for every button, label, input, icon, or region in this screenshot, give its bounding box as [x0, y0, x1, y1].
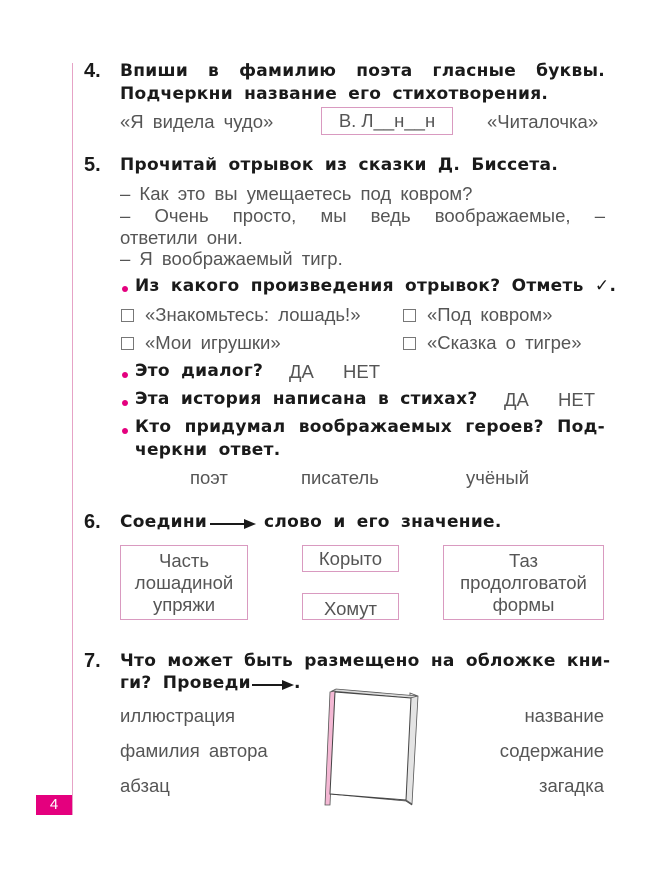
task4-instruction-line2: Подчеркни название его стихотворения. — [120, 84, 549, 104]
checkbox-pod-kovrom[interactable] — [403, 309, 416, 322]
word-koryto: Корыто — [318, 548, 383, 569]
task7-question-line1: Что может быть размещено на обложке кни- — [120, 651, 611, 671]
option-znakomtes-loshad: «Знакомьтесь: лошадь!» — [145, 304, 361, 325]
task6-title-part1: Соедини — [120, 512, 208, 532]
task4-number: 4. — [84, 60, 101, 82]
checkbox-znakomtes-loshad[interactable] — [121, 309, 134, 322]
answer-pisatel[interactable]: писатель — [301, 467, 379, 488]
answer-uchenyi[interactable]: учёный — [466, 467, 530, 488]
word-khomut: Хомут — [323, 598, 378, 619]
cover-item-contents[interactable]: содержание — [499, 740, 604, 761]
q1-question: Из какого произведения отрывок? Отметь ✓. — [135, 276, 617, 296]
task4-option-chitalochka[interactable]: «Читалочка» — [487, 111, 599, 132]
bullet-icon — [122, 428, 128, 434]
q3-question: Эта история написана в стихах? — [135, 389, 478, 409]
answer-poet[interactable]: поэт — [190, 467, 228, 488]
checkbox-skazka-o-tigre[interactable] — [403, 337, 416, 350]
book-icon — [322, 688, 422, 810]
q4-question-line1: Кто придумал воображаемых героев? Под- — [135, 417, 605, 437]
task5-number: 5. — [84, 154, 101, 176]
word-box-khomut[interactable] — [302, 593, 399, 620]
meaning-box-oblong-basin[interactable] — [443, 545, 604, 620]
word-box-koryto[interactable] — [302, 545, 399, 572]
task6-title-part2: слово и его значение. — [264, 512, 502, 532]
task6-number: 6. — [84, 511, 101, 533]
excerpt-line-4: – Я воображаемый тигр. — [120, 248, 343, 269]
q3-answer-yes[interactable]: ДА — [504, 389, 529, 410]
bullet-icon — [122, 400, 128, 406]
task4-instruction-line1: Впиши в фамилию поэта гласные буквы. — [120, 61, 605, 81]
task7-question-line2: ги? Проведи — [120, 673, 251, 693]
q3-answer-no[interactable]: НЕТ — [558, 389, 595, 410]
cover-item-riddle[interactable]: загадка — [539, 775, 604, 796]
q4-question-line2: черкни ответ. — [135, 440, 281, 460]
option-moi-igrushki: «Мои игрушки» — [145, 332, 281, 353]
excerpt-line-2: – Очень просто, мы ведь воображаемые, – — [120, 205, 605, 226]
cover-item-author-name[interactable]: фамилия автора — [120, 740, 268, 761]
cover-item-illustration[interactable]: иллюстрация — [120, 705, 236, 726]
excerpt-line-1: – Как это вы умещаетесь под ковром? — [120, 183, 473, 204]
q2-question: Это диалог? — [135, 361, 264, 381]
checkbox-moi-igrushki[interactable] — [121, 337, 134, 350]
meaning-line: Часть — [159, 550, 209, 571]
task4-option-ya-videla-chudo[interactable]: «Я видела чудо» — [120, 111, 274, 132]
meaning-line: Таз — [508, 550, 539, 571]
meaning-box-horse-harness[interactable] — [120, 545, 248, 620]
option-pod-kovrom: «Под ковром» — [427, 304, 553, 325]
task7-number: 7. — [84, 650, 101, 672]
task4-poet-name-box[interactable] — [321, 107, 453, 135]
arrow-right-icon — [252, 679, 294, 691]
option-skazka-o-tigre: «Сказка о тигре» — [427, 332, 582, 353]
excerpt-line-3: ответили они. — [120, 227, 243, 248]
meaning-line: продолговатой — [460, 572, 587, 593]
bullet-icon — [122, 286, 128, 292]
bullet-icon — [122, 372, 128, 378]
task7-period: . — [294, 673, 301, 693]
q2-answer-yes[interactable]: ДА — [289, 361, 314, 382]
meaning-line: формы — [492, 594, 555, 615]
page-margin-line — [72, 63, 73, 815]
meaning-line: упряжи — [152, 594, 216, 615]
poet-name-text: В. Л__н__н — [338, 110, 436, 131]
page-number-badge: 4 — [36, 795, 72, 815]
cover-item-title[interactable]: название — [524, 705, 604, 726]
cover-item-paragraph[interactable]: абзац — [120, 775, 170, 796]
meaning-line: лошадиной — [134, 572, 234, 593]
arrow-right-icon — [210, 518, 256, 530]
task5-title: Прочитай отрывок из сказки Д. Биссета. — [120, 155, 559, 175]
q2-answer-no[interactable]: НЕТ — [343, 361, 380, 382]
